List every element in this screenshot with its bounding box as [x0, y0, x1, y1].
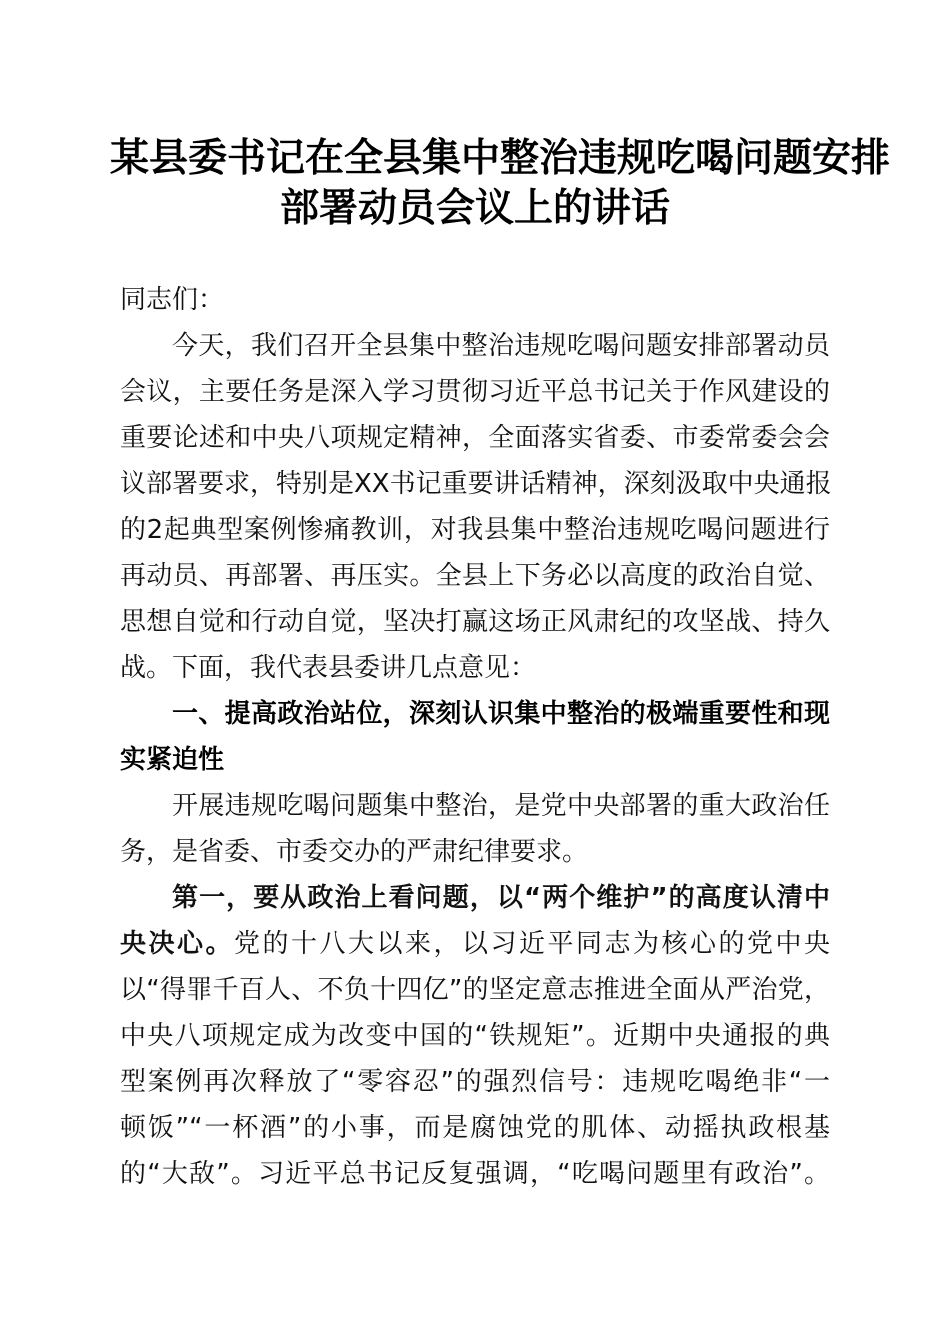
paragraph-3-line: 以“得罪千百人、不负十四亿”的坚定意志推进全面从严治党， [120, 975, 830, 1005]
paragraph-3-line: 中央八项规定成为改变中国的“铁规矩”。近期中央通报的典 [120, 1021, 830, 1051]
paragraph-3-line: 型案例再次释放了“零容忍”的强烈信号：违规吃喝绝非“一 [120, 1067, 830, 1097]
document-title-line-2: 部署动员会议上的讲话 [279, 185, 670, 231]
paragraph-1-line: 议部署要求，特别是XX书记重要讲话精神，深刻汲取中央通报 [120, 469, 832, 499]
section-heading-1-cont: 实紧迫性 [120, 745, 225, 775]
section-heading-1: 一、提高政治站位，深刻认识集中整治的极端重要性和现 [172, 699, 830, 729]
paragraph-1-line: 会议，主要任务是深入学习贯彻习近平总书记关于作风建设的 [120, 377, 830, 407]
paragraph-1-line: 思想自觉和行动自觉，坚决打赢这场正风肃纪的攻坚战、持久 [120, 607, 830, 637]
paragraph-3-line: 顿饭”“一杯酒”的小事，而是腐蚀党的肌体、动摇执政根基 [120, 1113, 830, 1143]
paragraph-1-line: 重要论述和中央八项规定精神，全面落实省委、市委常委会会 [120, 423, 830, 453]
paragraph-1-line: 战。下面，我代表县委讲几点意见： [120, 653, 537, 683]
paragraph-1-line: 今天，我们召开全县集中整治违规吃喝问题安排部署动员 [172, 331, 830, 361]
paragraph-3-lead-end: 央决心。 [120, 929, 234, 959]
document-title-line-1: 某县委书记在全县集中整治违规吃喝问题安排 [110, 135, 891, 181]
paragraph-3-line: 的“大敌”。习近平总书记反复强调，“吃喝问题里有政治”。 [120, 1159, 830, 1189]
paragraph-1-line: 的2起典型案例惨痛教训，对我县集中整治违规吃喝问题进行 [120, 515, 830, 545]
paragraph-3-lead: 第一，要从政治上看问题，以“两个维护”的高度认清中 [172, 883, 830, 913]
paragraph-3-line [120, 921, 830, 967]
salutation: 同志们： [120, 285, 225, 315]
paragraph-2-line: 务，是省委、市委交办的严肃纪律要求。 [120, 837, 589, 867]
paragraph-2-line: 开展违规吃喝问题集中整治，是党中央部署的重大政治任 [172, 791, 830, 821]
paragraph-1-line: 再动员、再部署、再压实。全县上下务必以高度的政治自觉、 [120, 561, 830, 591]
paragraph-3-line-text: 党的十八大以来，以习近平同志为核心的党中央 [234, 929, 830, 959]
